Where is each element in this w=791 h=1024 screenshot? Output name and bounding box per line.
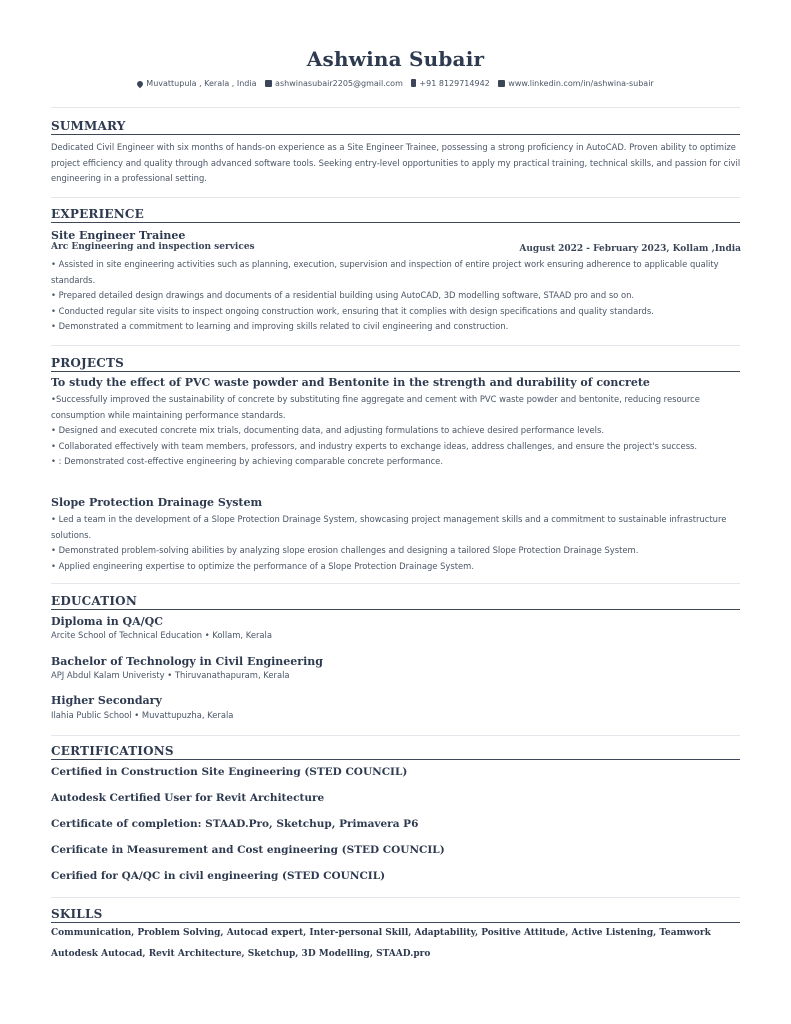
email-icon [265,80,272,87]
education-degree: Diploma in QA/QC [51,615,163,628]
project-bullets [51,512,746,574]
section-divider [51,197,740,198]
linkedin-link[interactable]: www.linkedin.com/in/ashwina-subair [508,79,654,88]
job-title: Site Engineer Trainee [51,229,186,242]
experience-heading: EXPERIENCE [51,207,740,223]
education-heading: EDUCATION [51,594,740,610]
contact-bar [0,79,791,88]
list-item: • Assisted in site engineering activities such as planning, execution, supervision and inspection of entire project work ensuring adherence to applicable quality standards. [51,259,719,285]
section-divider [51,583,740,584]
list-item: •Successfully improved the sustainability of concrete by substituting fine aggregate and cement with PVC waste powder and bentonite, reducing resource consumption while maintaining performance standards. [51,394,700,420]
header-divider [51,107,740,108]
summary-heading: SUMMARY [51,119,740,135]
certification-item: Certificate of completion: STAAD.Pro, Sketchup, Primavera P6 [51,818,419,830]
education-detail: Arcite School of Technical Education • Kollam, Kerala [51,630,273,640]
linkedin-icon [498,80,505,87]
certification-item: Autodesk Certified User for Revit Architecture [51,792,325,804]
phone-icon [411,79,416,87]
project-bullets [51,392,746,470]
education-detail: Ilahia Public School • Muvattupuzha, Kerala [51,710,234,720]
location-text: Muvattupula , Kerala , India [146,79,257,88]
skills-software-list: Autodesk Autocad, Revit Architecture, Sketchup, 3D Modelling, STAAD.pro [51,949,431,959]
location-pin-icon [136,80,144,88]
candidate-name: Ashwina Subair [306,47,485,71]
list-item: • Applied engineering expertise to optimize the performance of a Slope Protection Drainage System. [51,560,474,571]
list-item: • Collaborated effectively with team members, professors, and industry experts to exchange ideas, address challenges, and ensure the project's success. [51,440,698,451]
list-item: • Demonstrated a commitment to learning and improving skills related to civil engineering and construction. [51,321,509,331]
list-item: • Conducted regular site visits to inspect ongoing construction work, ensuring that it complies with design specifications and quality standards. [51,305,654,316]
certification-item: Certified in Construction Site Engineering (STED COUNCIL) [51,766,408,778]
list-item: • Prepared detailed design drawings and documents of a residential building using AutoCAD, 3D modelling software, STAAD pro and so on. [51,290,635,300]
email-text[interactable]: ashwinasubair2205@gmail.com [275,79,403,88]
section-divider [51,735,740,736]
project-title: Slope Protection Drainage System [51,496,263,509]
phone-item[interactable] [411,79,489,88]
section-divider [51,897,740,898]
certification-item: Cerificate in Measurement and Cost engineering (STED COUNCIL) [51,844,445,856]
section-divider [51,345,740,346]
list-item: • : Demonstrated cost-effective engineering by achieving comparable concrete performance. [51,456,443,466]
certification-item: Cerified for QA/QC in civil engineering (STED COUNCIL) [51,870,386,882]
company-name: Arc Engineering and inspection services [51,242,255,252]
summary-text: Dedicated Civil Engineer with six months of hands-on experience as a Site Engineer Trainee, possessing a strong proficiency in AutoCAD. Proven ability to optimize project efficiency and quality through advanced software tools. Seeking entry-level opportunities to apply my practical training, technical skills, and passion for civil engineering in a professional setting. [51,142,741,183]
list-item: • Led a team in the development of a Slope Protection Drainage System, showcasing project management skills and a commitment to sustainable infrastructure solutions. [51,514,727,540]
education-detail: APJ Abdul Kalam Univeristy • Thiruvanathapuram, Kerala [51,670,290,680]
skills-soft-list: Communication, Problem Solving, Autocad expert, Inter-personal Skill, Adaptability, Positive Attitude, Active Listening, Teamwork [51,928,711,938]
education-degree: Higher Secondary [51,694,162,707]
list-item: • Demonstrated problem-solving abilities by analyzing slope erosion challenges and designing a tailored Slope Protection Drainage System. [51,545,639,555]
certifications-heading: CERTIFICATIONS [51,744,740,760]
education-degree: Bachelor of Technology in Civil Engineering [51,655,323,668]
job-dates: August 2022 - February 2023, Kollam ,India [519,244,741,254]
location-item [137,79,256,88]
email-item[interactable] [265,79,403,88]
skills-heading: SKILLS [51,907,740,923]
experience-bullets [51,257,746,335]
linkedin-item[interactable] [498,79,653,88]
phone-text[interactable]: +91 8129714942 [419,79,490,88]
project-title: To study the effect of PVC waste powder and Bentonite in the strength and durability of concrete [51,376,650,389]
list-item: • Designed and executed concrete mix trials, documenting data, and adjusting formulations to achieve desired performance levels. [51,425,605,435]
projects-heading: PROJECTS [51,356,740,372]
